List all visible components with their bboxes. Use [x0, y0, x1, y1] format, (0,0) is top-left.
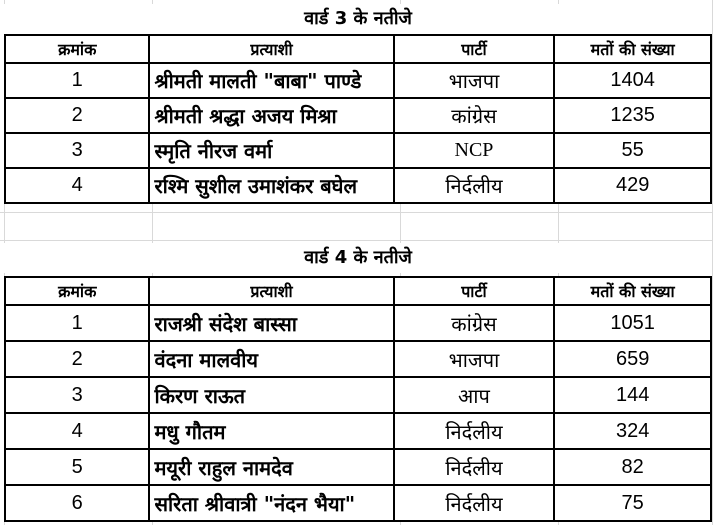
- votes-cell: 1051: [554, 305, 711, 341]
- candidate-cell: किरण राऊत: [149, 377, 393, 413]
- serial-cell: 4: [5, 413, 149, 449]
- votes-cell: 55: [554, 133, 711, 168]
- votes-cell: 144: [554, 377, 711, 413]
- ward3-title: वार्ड 3 के नतीजे: [4, 4, 712, 34]
- serial-cell: 6: [5, 485, 149, 521]
- votes-cell: 1235: [554, 98, 711, 133]
- table-row: [5, 133, 711, 168]
- grid-line: [0, 240, 713, 241]
- party-cell: NCP: [394, 133, 555, 168]
- candidate-cell: मयूरी राहुल नामदेव: [149, 449, 393, 485]
- table-header-row: [5, 35, 711, 63]
- header-votes: मतों की संख्या: [554, 35, 711, 63]
- serial-cell: 5: [5, 449, 149, 485]
- table-row: [5, 305, 711, 341]
- party-cell: निर्दलीय: [394, 413, 555, 449]
- header-votes: मतों की संख्या: [554, 277, 711, 305]
- ward3-results-table: [4, 34, 712, 204]
- votes-cell: 659: [554, 341, 711, 377]
- party-cell: आप: [394, 377, 555, 413]
- votes-cell: 324: [554, 413, 711, 449]
- party-cell: निर्दलीय: [394, 449, 555, 485]
- serial-cell: 1: [5, 63, 149, 98]
- serial-cell: 1: [5, 305, 149, 341]
- party-cell: भाजपा: [394, 63, 555, 98]
- header-party: पार्टी: [394, 277, 555, 305]
- serial-cell: 3: [5, 133, 149, 168]
- candidate-cell: स्मृति नीरज वर्मा: [149, 133, 393, 168]
- table-row: [5, 98, 711, 133]
- table-row: [5, 377, 711, 413]
- table-row: [5, 63, 711, 98]
- votes-cell: 429: [554, 168, 711, 203]
- table-row: [5, 168, 711, 203]
- party-cell: कांग्रेस: [394, 98, 555, 133]
- party-cell: भाजपा: [394, 341, 555, 377]
- header-candidate: प्रत्याशी: [149, 35, 393, 63]
- party-cell: निर्दलीय: [394, 168, 555, 203]
- party-cell: निर्दलीय: [394, 485, 555, 521]
- party-cell: कांग्रेस: [394, 305, 555, 341]
- table-row: [5, 341, 711, 377]
- candidate-cell: वंदना मालवीय: [149, 341, 393, 377]
- candidate-cell: रश्मि सुशील उमाशंकर बघेल: [149, 168, 393, 203]
- table-row: [5, 413, 711, 449]
- votes-cell: 75: [554, 485, 711, 521]
- candidate-cell: सरिता श्रीवात्री "नंदन भैया": [149, 485, 393, 521]
- ward4-title: वार्ड 4 के नतीजे: [4, 243, 712, 273]
- header-serial: क्रमांक: [5, 277, 149, 305]
- candidate-cell: श्रीमती श्रद्धा अजय मिश्रा: [149, 98, 393, 133]
- table-header-row: [5, 277, 711, 305]
- ward4-results-table: [4, 276, 712, 522]
- serial-cell: 2: [5, 341, 149, 377]
- candidate-cell: श्रीमती मालती "बाबा" पाण्डे: [149, 63, 393, 98]
- table-row: [5, 485, 711, 521]
- header-party: पार्टी: [394, 35, 555, 63]
- votes-cell: 82: [554, 449, 711, 485]
- header-candidate: प्रत्याशी: [149, 277, 393, 305]
- serial-cell: 3: [5, 377, 149, 413]
- candidate-cell: राजश्री संदेश बास्सा: [149, 305, 393, 341]
- serial-cell: 4: [5, 168, 149, 203]
- grid-line: [0, 212, 713, 213]
- votes-cell: 1404: [554, 63, 711, 98]
- table-row: [5, 449, 711, 485]
- candidate-cell: मधु गौतम: [149, 413, 393, 449]
- header-serial: क्रमांक: [5, 35, 149, 63]
- serial-cell: 2: [5, 98, 149, 133]
